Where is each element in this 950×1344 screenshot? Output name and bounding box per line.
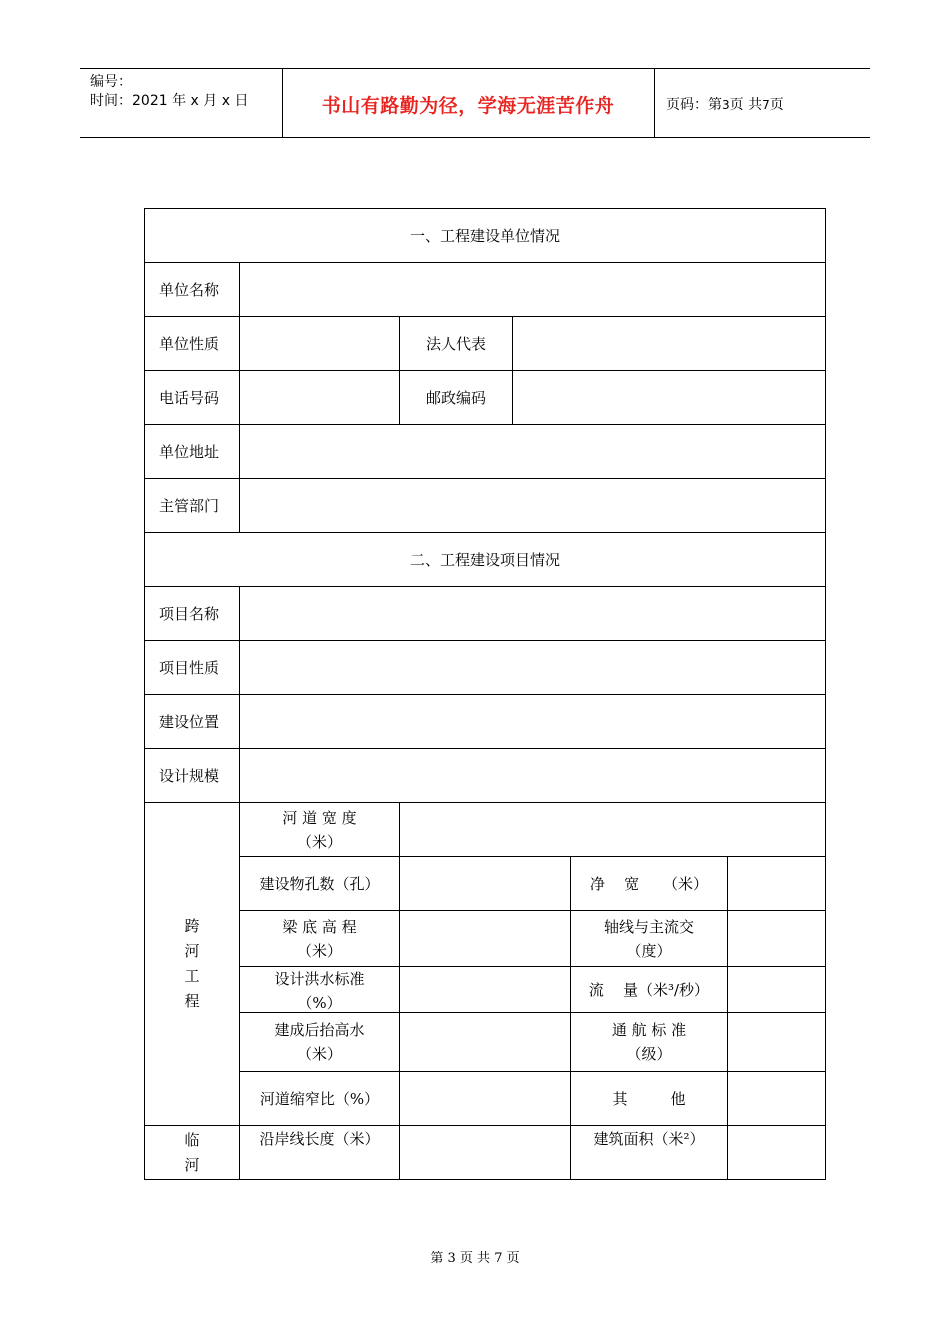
page-mid: 页 共 — [729, 97, 763, 113]
header-page-number — [666, 94, 784, 114]
flood-line2: （%） — [297, 994, 342, 1012]
vertical-char: 跨 — [184, 917, 200, 935]
clear-width-field[interactable] — [728, 857, 826, 911]
vertical-char: 河 — [184, 942, 200, 960]
vertical-char: 工 — [184, 967, 200, 985]
unit-name-field[interactable] — [240, 263, 826, 317]
vertical-char: 程 — [184, 992, 200, 1010]
shore-length-field[interactable] — [400, 1126, 571, 1180]
header-divider — [654, 69, 655, 137]
flood-line1: 设计洪水标准 — [274, 970, 365, 988]
serial-label: 编号： — [90, 74, 132, 90]
flood-standard-field[interactable] — [400, 967, 571, 1013]
page-footer: 第 3 页 共 7 页 — [430, 1251, 520, 1266]
flow-label: 流 量（米³/秒） — [571, 967, 728, 1013]
section2-title: 二、工程建设项目情况 — [145, 533, 826, 587]
page-suffix: 页 — [769, 97, 784, 113]
raise-line2: （米） — [296, 1045, 342, 1063]
water-raise-field[interactable] — [400, 1013, 571, 1072]
axis-line1: 轴线与主流交 — [603, 917, 694, 936]
other-field[interactable] — [728, 1072, 826, 1126]
raise-line1: 建成后抬高水 — [274, 1021, 365, 1039]
cross-river-label — [145, 803, 240, 1126]
axis-line2: （度） — [626, 941, 672, 960]
beam-line1: 梁 底 高 程 — [282, 917, 357, 936]
project-name-label: 项目名称 — [145, 587, 240, 641]
phone-label: 电话号码 — [145, 371, 240, 425]
nav-line1: 通 航 标 准 — [611, 1021, 687, 1039]
clear-width-label: 净 宽 （米） — [571, 857, 728, 911]
building-area-label: 建筑面积（米²） — [571, 1126, 728, 1180]
axis-angle-label — [571, 911, 728, 967]
vertical-char: 临 — [184, 1131, 200, 1149]
unit-nature-field[interactable] — [240, 317, 400, 371]
address-label: 单位地址 — [145, 425, 240, 479]
navigation-standard-label — [571, 1013, 728, 1072]
design-scale-label: 设计规模 — [145, 749, 240, 803]
application-form-table — [144, 208, 826, 1180]
legal-rep-label: 法人代表 — [400, 317, 513, 371]
shore-length-label: 沿岸线长度（米） — [240, 1126, 400, 1180]
water-raise-label — [240, 1013, 400, 1072]
flood-standard-label — [240, 967, 400, 1013]
unit-name-label: 单位名称 — [145, 263, 240, 317]
legal-rep-field[interactable] — [513, 317, 826, 371]
axis-angle-field[interactable] — [728, 911, 826, 967]
building-area-field[interactable] — [728, 1126, 826, 1180]
beam-elevation-label — [240, 911, 400, 967]
phone-field[interactable] — [240, 371, 400, 425]
holes-field[interactable] — [400, 857, 571, 911]
project-nature-field[interactable] — [240, 641, 826, 695]
river-width-label — [240, 803, 400, 857]
header-meta — [90, 73, 248, 111]
page-total: 7 — [762, 98, 770, 112]
flow-field[interactable] — [728, 967, 826, 1013]
header-motto: 书山有路勤为径，学海无涯苦作舟 — [321, 95, 615, 117]
unit-nature-label: 单位性质 — [145, 317, 240, 371]
section1-title: 一、工程建设单位情况 — [145, 209, 826, 263]
other-label: 其 他 — [571, 1072, 728, 1126]
address-field[interactable] — [240, 425, 826, 479]
postcode-label: 邮政编码 — [400, 371, 513, 425]
river-width-line2: （米） — [296, 832, 342, 851]
postcode-field[interactable] — [513, 371, 826, 425]
page-header — [80, 68, 870, 138]
authority-label: 主管部门 — [145, 479, 240, 533]
navigation-standard-field[interactable] — [728, 1013, 826, 1072]
beam-line2: （米） — [296, 941, 342, 960]
time-label: 时间：2021 年 x 月 x 日 — [90, 93, 249, 109]
nav-line2: （级） — [626, 1045, 672, 1063]
beam-elevation-field[interactable] — [400, 911, 571, 967]
river-width-field[interactable] — [400, 803, 826, 857]
location-field[interactable] — [240, 695, 826, 749]
vertical-char: 河 — [184, 1156, 200, 1174]
location-label: 建设位置 — [145, 695, 240, 749]
narrow-ratio-field[interactable] — [400, 1072, 571, 1126]
narrow-ratio-label: 河道缩窄比（%） — [240, 1072, 400, 1126]
project-name-field[interactable] — [240, 587, 826, 641]
project-nature-label: 项目性质 — [145, 641, 240, 695]
near-river-label — [145, 1126, 240, 1180]
page-prefix: 页码：第 — [666, 97, 722, 113]
authority-field[interactable] — [240, 479, 826, 533]
river-width-line1: 河 道 宽 度 — [282, 808, 357, 827]
holes-label: 建设物孔数（孔） — [240, 857, 400, 911]
page-current: 3 — [722, 98, 730, 112]
design-scale-field[interactable] — [240, 749, 826, 803]
